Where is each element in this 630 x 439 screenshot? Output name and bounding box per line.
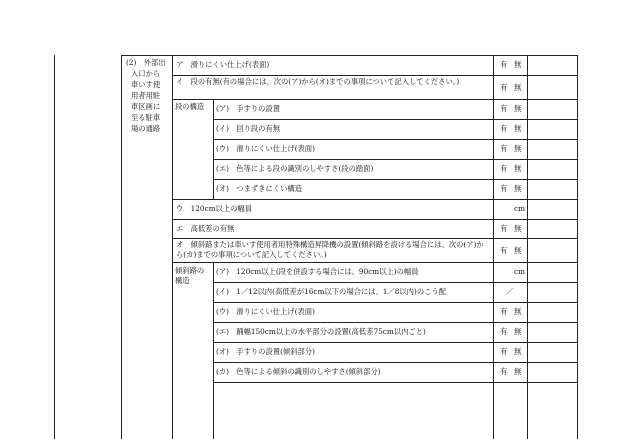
yes-option: 有 [500,104,508,113]
section-label-line: 入口から [131,69,161,78]
step-item-text: (エ) 色等による段の識別のしやすさ(段の踏面) [216,164,374,173]
grid-line [213,159,578,160]
item-width-text: ウ 120cm以上の幅員 [176,204,253,213]
ramp-item-text: (イ) 1／12以内(高低差が16cm以下の場合には、1／8以内)のこう配 [216,287,447,296]
no-option: 無 [514,347,522,356]
yes-option: 有 [500,307,508,316]
no-option: 無 [514,327,522,336]
grid-line [213,179,578,180]
grid-line [172,199,578,200]
grid-line [213,139,578,140]
no-option: 無 [514,164,522,173]
grid-line [121,55,122,439]
ramp-structure-label-line: 傾斜路の [175,266,205,275]
grid-line [172,75,578,76]
yes-option: 有 [500,327,508,336]
grid-line [213,99,214,199]
no-option: 無 [514,184,522,193]
section-label-line: 用者用駐 [131,91,161,100]
section-label-line: 車区画に [131,102,161,111]
ramp-item-text: (ウ) 滑りにくい仕上げ(表面) [216,307,315,316]
yes-option: 有 [500,164,508,173]
yes-option: 有 [500,246,508,255]
section-label-line: (2) 外部出 [126,58,166,67]
grid-line [213,342,578,343]
step-item-text: (イ) 回り段の有無 [216,124,281,133]
grid-line [172,238,578,239]
ramp-item-text: (オ) 手すりの設置(傾斜部分) [216,347,315,356]
grid-line [213,322,578,323]
no-option: 無 [514,124,522,133]
section-label-line: 至る駐車 [131,113,161,122]
yes-option: 有 [500,347,508,356]
grid-line [172,262,578,263]
yes-option: 有 [500,144,508,153]
no-option: 無 [514,144,522,153]
grid-line [172,55,173,439]
grid-line [213,382,578,383]
step-structure-label: 段の構造 [175,102,205,111]
grid-line [213,262,214,439]
unit-cm: cm [514,267,526,276]
grid-line [172,219,578,220]
no-option: 無 [514,83,522,92]
item-ramp-text: オ 傾斜路または車いす使用者用特殊構造昇降機の設置(傾斜路を設ける場合には、次の(ア)から(カ)までの事項について記入してください。) [176,240,484,259]
step-item-text: (ア) 手すりの設置 [216,104,281,113]
ramp-item-text: (ア) 120cm以上(段を併設する場合には、90cm以上)の幅員 [216,267,419,276]
grid-line [172,99,578,100]
no-option: 無 [514,367,522,376]
no-option: 無 [514,307,522,316]
yes-option: 有 [500,124,508,133]
grid-line [121,55,578,56]
page-margin-line [54,55,55,439]
item-slip-text: ア 滑りにくい仕上げ(表面) [176,60,270,69]
yes-option: 有 [500,60,508,69]
no-option: 無 [514,104,522,113]
section-label-line: 車いす使 [131,80,161,89]
no-option: 無 [514,60,522,69]
item-level-text: エ 高低差の有無 [176,224,235,233]
slash-mark: ／ [506,287,514,296]
step-item-text: (ウ) 滑りにくい仕上げ(表面) [216,144,315,153]
grid-line [213,119,578,120]
no-option: 無 [514,224,522,233]
item-steps-text: イ 段の有無(有の場合には、次の(ア)から(オ)までの事項について記入してください。) [176,77,460,86]
yes-option: 有 [500,83,508,92]
yes-option: 有 [500,184,508,193]
step-item-text: (オ) つまずきにくい構造 [216,184,302,193]
grid-line [213,302,578,303]
section-label-line: 場の通路 [131,124,161,133]
yes-option: 有 [500,367,508,376]
ramp-item-text: (カ) 色等による傾斜の識別のしやすさ(傾斜部分) [216,367,381,376]
yes-option: 有 [500,224,508,233]
grid-line [213,282,578,283]
no-option: 無 [514,246,522,255]
ramp-item-text: (エ) 踊幅150cm以上の水平部分の設置(高低差75cm以内ごと) [216,327,426,336]
unit-cm: cm [514,204,526,213]
grid-line [213,362,578,363]
ramp-structure-label-line: 構造 [175,276,190,285]
